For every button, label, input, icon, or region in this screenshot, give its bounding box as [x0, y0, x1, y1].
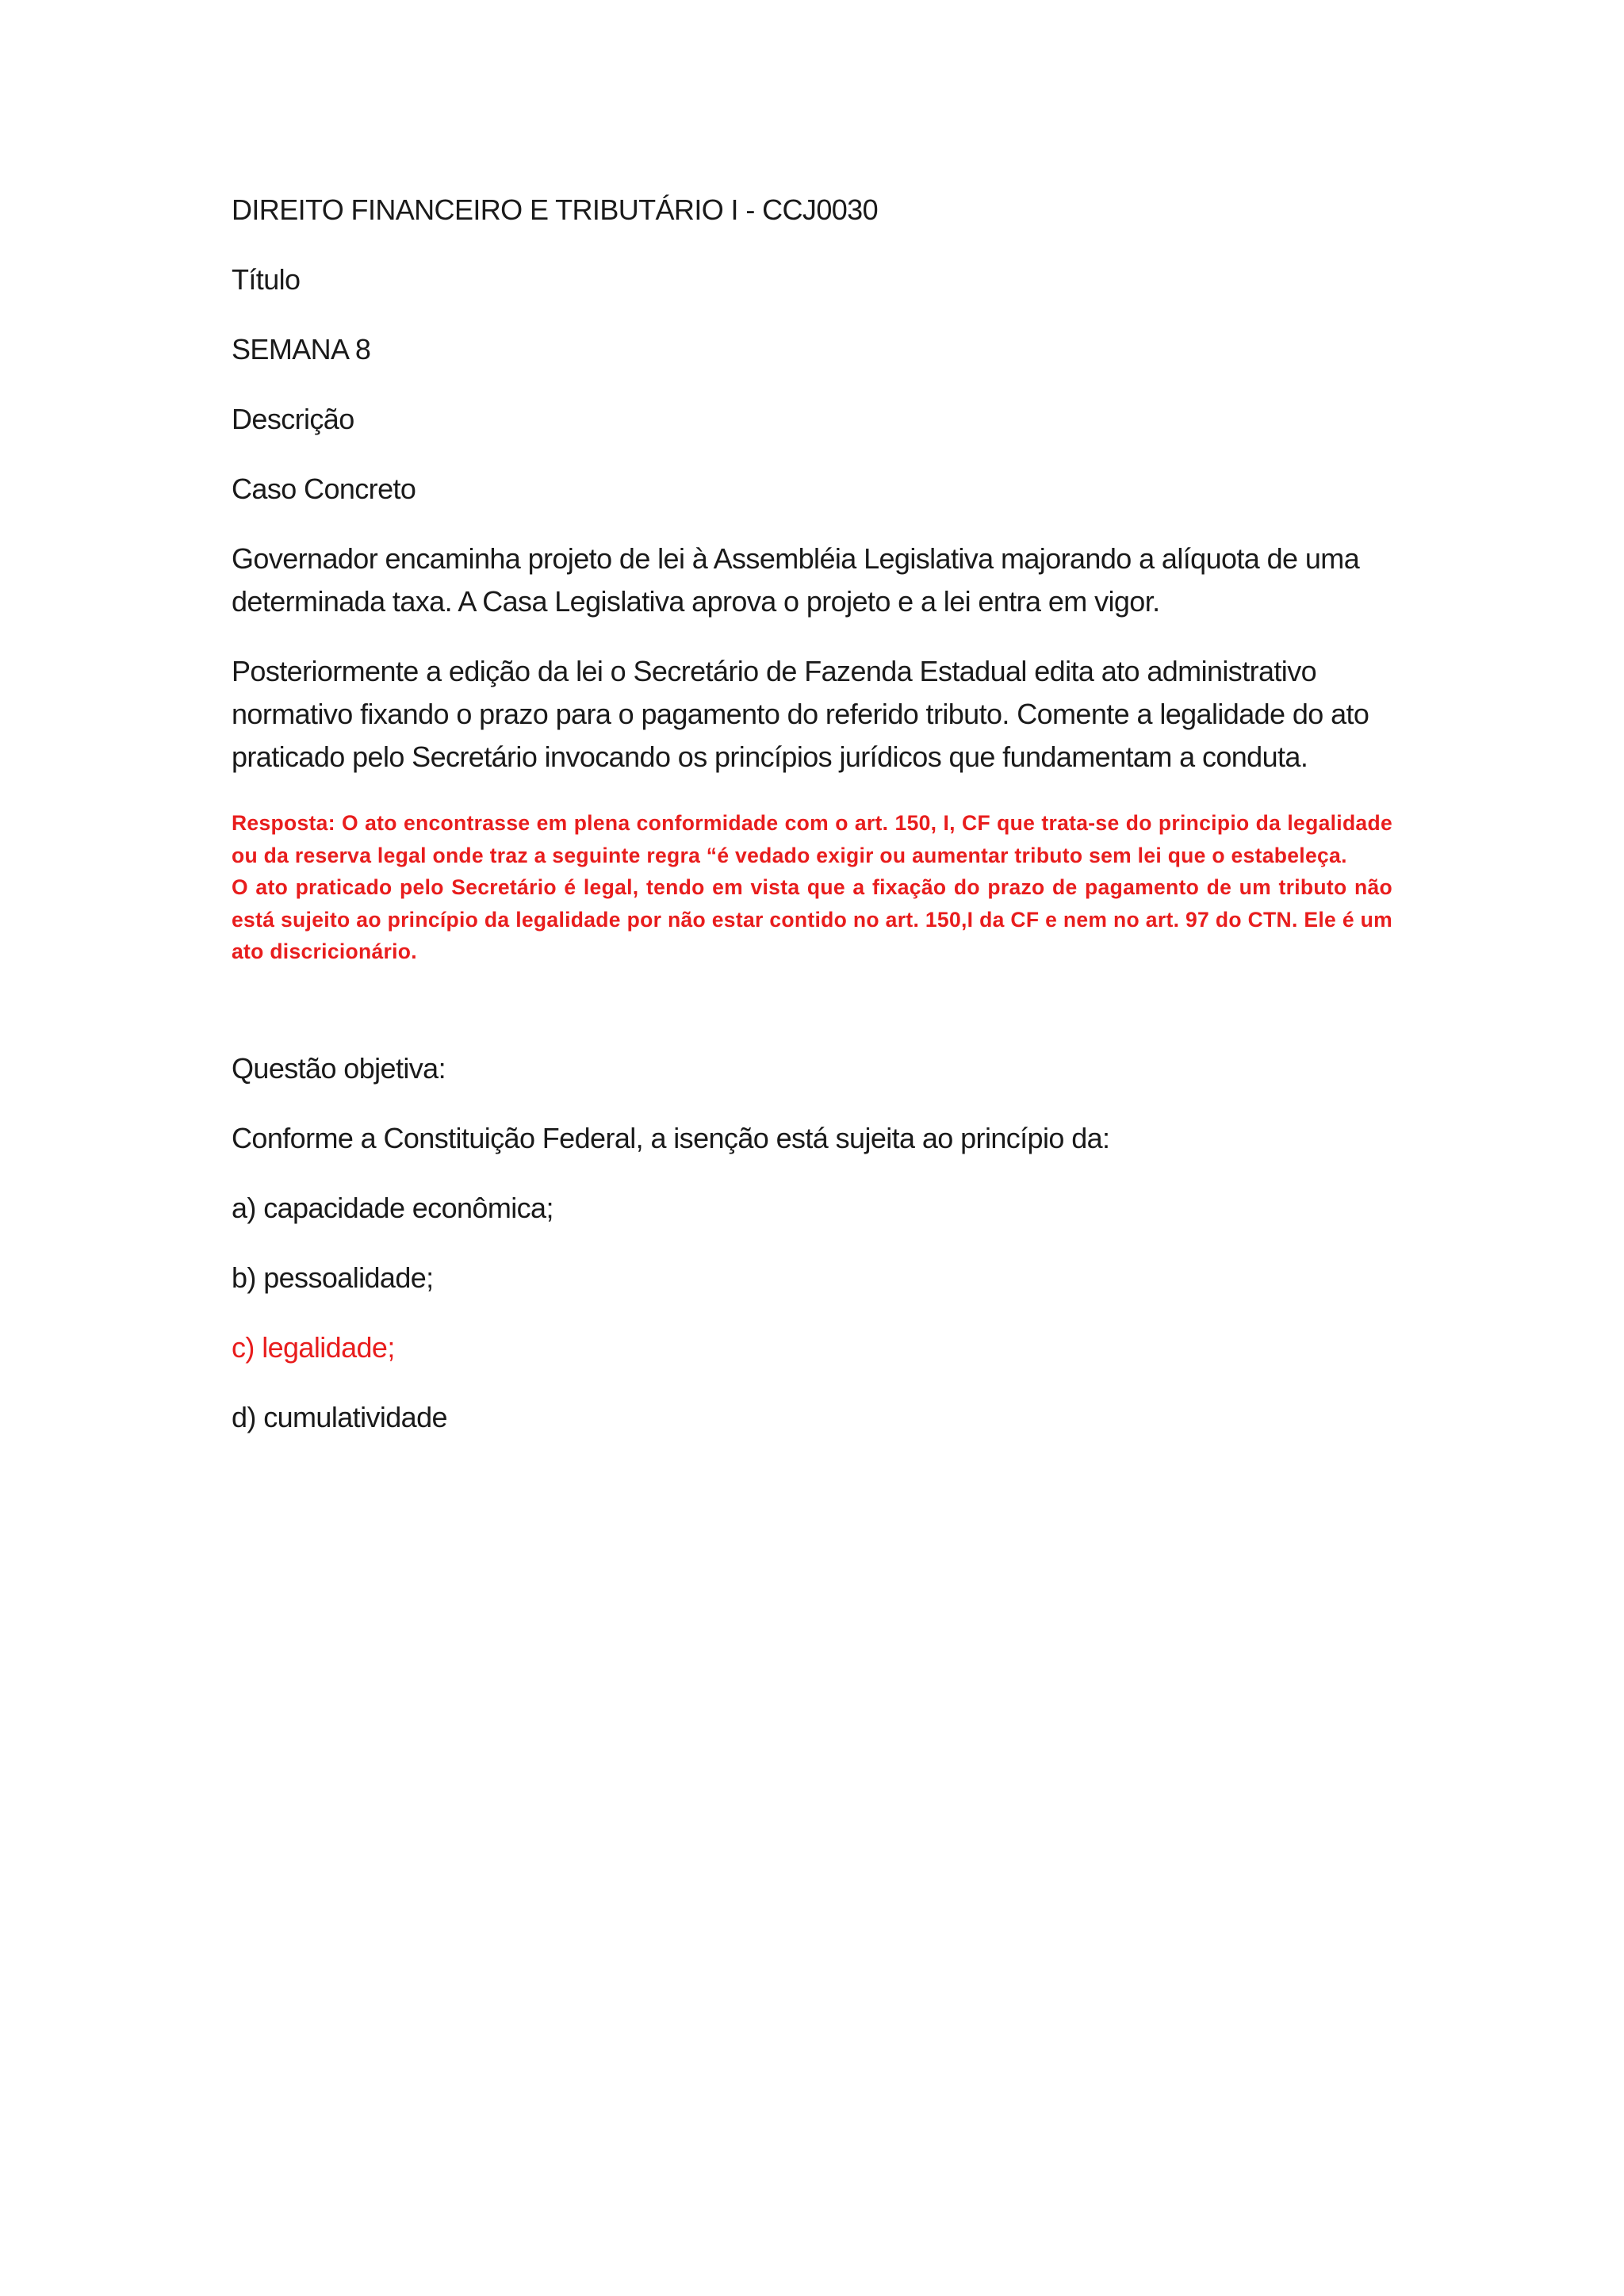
case-paragraph-2-line: Posteriormente a edição da lei o Secretário de Fazenda Estadual edita ato administrativo — [232, 655, 1317, 687]
option-d: d) cumulatividade — [232, 1400, 447, 1433]
description-label: Descrição — [232, 403, 354, 435]
case-paragraph-1-line: determinada taxa. A Casa Legislativa aprova o projeto e a lei entra em vigor. — [232, 585, 1160, 618]
title-value: SEMANA 8 — [232, 333, 371, 365]
option-b: b) pessoalidade; — [232, 1261, 434, 1294]
case-paragraph-1-line: Governador encaminha projeto de lei à Assembléia Legislativa majorando a alíquota de uma — [232, 542, 1360, 575]
answer-paragraph-2: O ato praticado pelo Secretário é legal, tendo em vista que a fixação do prazo de pagamento de um tributo não está sujeito ao princípio da legalidade por não estar contido no art. 150,I da CF e nem no art. 97 do CTN. Ele é um ato discricionário. — [232, 875, 1392, 963]
case-label: Caso Concreto — [232, 473, 416, 505]
objective-question: Conforme a Constituição Federal, a isenção está sujeita ao princípio da: — [232, 1121, 1110, 1154]
answer-block — [232, 807, 1392, 968]
objective-label: Questão objetiva: — [232, 1051, 446, 1085]
option-c-correct: c) legalidade; — [232, 1330, 395, 1364]
course-title: DIREITO FINANCEIRO E TRIBUTÁRIO I - CCJ0030 — [232, 193, 879, 226]
title-label: Título — [232, 263, 301, 296]
answer-paragraph-1: Resposta: O ato encontrasse em plena conformidade com o art. 150, I, CF que trata-se do principio da legalidade ou da reserva legal onde traz a seguinte regra “é vedado exigir ou aumentar tributo sem lei que o estabeleça. — [232, 811, 1392, 867]
option-a: a) capacidade econômica; — [232, 1191, 553, 1224]
case-paragraph-2 — [232, 650, 1392, 779]
case-paragraph-2-line: normativo fixando o prazo para o pagamento do referido tributo. Comente a legalidade do ato — [232, 698, 1369, 730]
case-paragraph-2-line: praticado pelo Secretário invocando os princípios jurídicos que fundamentam a conduta. — [232, 740, 1308, 773]
case-paragraph-1 — [232, 538, 1392, 623]
document-content — [232, 189, 1392, 1439]
